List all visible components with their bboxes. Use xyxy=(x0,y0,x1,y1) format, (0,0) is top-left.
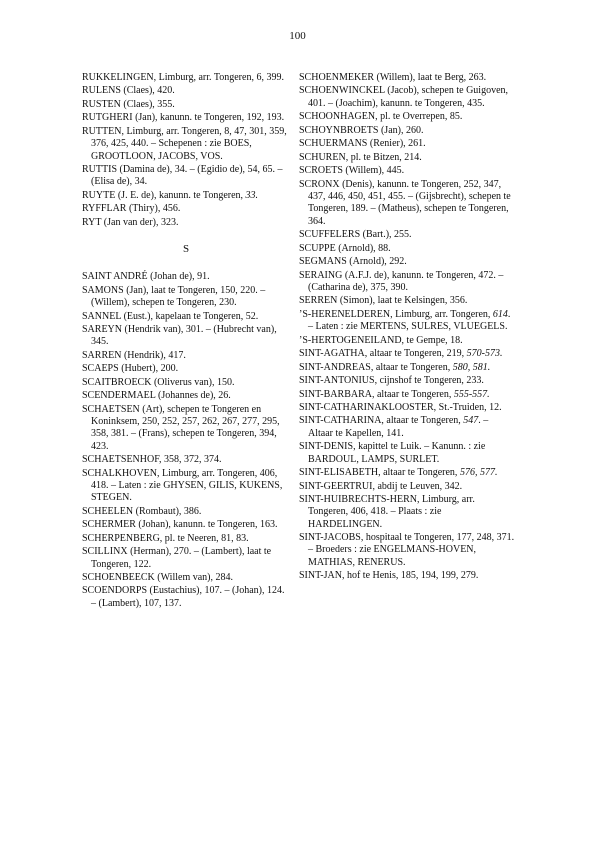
entry-text: (A.F.J. de), kanunn. te Tongeren, 472. – (Catharina de), 375, 390. xyxy=(308,269,504,293)
entry-headword: SCHUERMANS xyxy=(299,138,368,150)
index-entry xyxy=(82,311,290,323)
index-entry xyxy=(82,217,290,229)
index-entry xyxy=(82,533,290,545)
entry-text: (Thiry), 456. xyxy=(126,203,181,215)
index-entry xyxy=(299,362,515,374)
entry-headword: SINT-CATHARINAKLOOSTER xyxy=(299,401,434,413)
entry-headword: SARREN xyxy=(82,349,122,361)
entry-text: , altaar te Tongeren, xyxy=(371,388,454,400)
index-entry xyxy=(299,570,515,582)
entry-italic-ref: 33. xyxy=(245,189,259,201)
index-entry xyxy=(299,494,515,531)
index-entry xyxy=(82,468,290,505)
index-entry xyxy=(82,572,290,584)
entry-text: (Jacob), schepen te Guigoven, 401. – (Joachim), kanunn. te Tongeren, 435. xyxy=(308,85,509,109)
entry-text: , pl. te Bitzen, 214. xyxy=(345,151,422,163)
entry-text: (Johan de), 91. xyxy=(147,271,210,283)
index-entry xyxy=(82,126,290,163)
entry-text: , hospitaal te Tongeren, 177, 248, 371. – Broeders : zie ENGELMANS-HOVEN, MATHIAS, RENERUS. xyxy=(308,532,515,568)
entry-text: (Willem van), 284. xyxy=(154,572,233,583)
index-entry xyxy=(299,295,515,307)
entry-headword: SCAEPS xyxy=(82,363,119,375)
index-entry xyxy=(82,390,290,402)
index-entry xyxy=(299,243,515,255)
index-entry xyxy=(82,203,290,215)
entry-text: (J. E. de), kanunn. te Tongeren, xyxy=(115,189,246,201)
entry-text: (Jan), 260. xyxy=(378,124,424,136)
entry-headword: SCHALKHOVEN xyxy=(82,467,157,479)
index-entry xyxy=(299,481,515,493)
index-column-left xyxy=(82,72,290,611)
entry-headword: SINT-AGATHA xyxy=(299,348,365,360)
entry-headword: RUTTEN xyxy=(82,125,122,137)
entry-headword: SANNEL xyxy=(82,310,122,322)
entry-headword: SINT-GEERTRUI xyxy=(299,480,373,492)
index-entry xyxy=(82,271,290,283)
index-entry xyxy=(299,375,515,387)
index-entry xyxy=(299,402,515,414)
entry-headword: SEGMANS xyxy=(299,256,347,268)
entry-headword: SINT-ANDREAS xyxy=(299,361,371,373)
entry-headword: SINT-JAN xyxy=(299,570,342,582)
entry-italic-ref: 570-573. xyxy=(466,348,503,360)
index-entry xyxy=(299,389,515,401)
entry-headword: SCHOONHAGEN xyxy=(299,111,376,123)
entry-headword: SCENDERMAEL xyxy=(82,390,156,402)
entry-text: (Jan), kanunn. te Tongeren, 192, 193. xyxy=(132,112,285,124)
entry-text: , hof te Henis, 185, 194, 199, 279. xyxy=(341,570,479,582)
entry-headword: SINT-DENIS xyxy=(299,441,354,453)
entry-headword: SINT-BARBARA xyxy=(299,388,372,400)
entry-headword: RYFFLAR xyxy=(82,203,127,215)
index-entry xyxy=(299,85,515,110)
entry-italic-ref: 576, 577. xyxy=(459,467,498,479)
index-entry xyxy=(82,285,290,310)
entry-headword: SCAIТBROECK xyxy=(82,376,152,388)
entry-headword: SAINT ANDRÉ xyxy=(82,271,148,283)
entry-headword: RYT xyxy=(82,216,102,228)
entry-text: , St.-Truiden, 12. xyxy=(433,401,502,413)
entry-text: , kapittel te Luik. – Kanunn. : zie BARDOUL, LAMPS, SURLET. xyxy=(308,441,486,465)
index-entry xyxy=(82,99,290,111)
index-entry xyxy=(299,335,515,347)
index-entry xyxy=(82,377,290,389)
entry-text: , altaar te Tongeren, 219, xyxy=(364,348,467,360)
entry-italic-ref: 614 xyxy=(492,308,508,320)
entry-text: , altaar te Tongeren, xyxy=(381,415,464,427)
entry-italic-ref: 580, 581. xyxy=(452,361,491,373)
entry-headword: SCHAETSEN xyxy=(82,403,140,415)
entry-italic-ref: 547 xyxy=(463,415,479,427)
entry-headword: SCROETS xyxy=(299,165,343,177)
entry-italic-ref: 555-557. xyxy=(453,388,490,400)
entry-text: , pl. te Neeren, 81, 83. xyxy=(159,532,249,544)
entry-headword: SINT-JACOBS xyxy=(299,532,361,544)
index-entry xyxy=(299,256,515,268)
entry-text: (Herman), 270. – (Lambert), laat te Tongeren, 122. xyxy=(91,546,272,570)
entry-headword: SCHOENBEECK xyxy=(82,572,155,583)
entry-headword: SCRONX xyxy=(299,178,340,190)
entry-headword: RUTTIS xyxy=(82,164,117,176)
entry-headword: SINT-CATHARINA xyxy=(299,415,382,427)
entry-headword: SCILLINX xyxy=(82,546,128,558)
entry-headword: SAMONS xyxy=(82,284,124,296)
entry-text: (Arnold), 292. xyxy=(346,256,407,268)
entry-text: (Eustachius), 107. – (Johan), 124. – (Lambert), 107, 137. xyxy=(91,585,285,609)
index-entry xyxy=(299,415,515,440)
index-entry xyxy=(299,270,515,295)
entry-headword: SCUFFELERS xyxy=(299,229,361,241)
entry-headword: SINT-ELISABETH xyxy=(299,467,379,479)
page-number: 100 xyxy=(289,30,306,42)
index-entry xyxy=(82,519,290,531)
index-entry xyxy=(299,111,515,123)
entry-text: (Jan van der), 323. xyxy=(101,216,179,228)
entry-text: (Rombaut), 386. xyxy=(133,505,202,517)
index-entry xyxy=(82,190,290,202)
entry-headword: SCOENDORPS xyxy=(82,585,148,597)
index-entry xyxy=(299,152,515,164)
entry-text: (Willem), laat te Berg, 263. xyxy=(374,72,487,83)
entry-text: (Hendrik van), 301. – (Hubrecht van), 345. xyxy=(91,324,277,348)
entry-text: , abdij te Leuven, 342. xyxy=(372,480,463,492)
entry-headword: SERAING xyxy=(299,269,343,281)
entry-text: , 358, 372, 374. xyxy=(159,454,222,466)
entry-text: , Limburg, arr. Tongeren, 406, 418. – Plaats : zie HARDELINGEN. xyxy=(308,494,475,530)
entry-headword: RUKKELINGEN xyxy=(82,72,154,83)
entry-text: , altaar te Tongeren, xyxy=(370,361,453,373)
index-entry xyxy=(82,585,290,610)
entry-text: (Simon), laat te Kelsingen, 356. xyxy=(337,295,468,307)
entry-headword: SINT-ANTONIUS xyxy=(299,375,375,387)
index-entry xyxy=(82,72,290,84)
entry-text: (Jan), laat te Tongeren, 150, 220. – (Willem), schepen te Tongeren, 230. xyxy=(91,284,266,309)
index-entry xyxy=(299,179,515,228)
index-entry xyxy=(82,506,290,518)
index-entry xyxy=(82,546,290,571)
index-entry xyxy=(299,229,515,241)
entry-headword: RUTGHERI xyxy=(82,112,133,124)
index-column-right xyxy=(299,72,515,584)
entry-text: (Claes), 420. xyxy=(120,85,175,97)
entry-text: (Hendrik), 417. xyxy=(121,349,186,361)
entry-text: , Limburg, arr. Tongeren, 6, 399. xyxy=(153,72,284,83)
entry-headword: SCHAETSENHOF xyxy=(82,454,159,466)
entry-headword: SCHOENWINCKEL xyxy=(299,85,385,97)
index-entry xyxy=(299,165,515,177)
index-entry xyxy=(82,164,290,189)
entry-text-tail: . – Altaar te Kapellen, 141. xyxy=(308,415,489,439)
entry-headword: SCHUREN xyxy=(299,151,346,163)
entry-headword: SERREN xyxy=(299,295,338,307)
entry-headword: SCHEELEN xyxy=(82,505,134,517)
entry-text: (Johan), kanunn. te Tongeren, 163. xyxy=(135,519,278,531)
entry-text: (Johannes de), 26. xyxy=(155,390,231,402)
index-entry xyxy=(82,112,290,124)
index-entry xyxy=(82,454,290,466)
entry-headword: SCHERPENBERG xyxy=(82,532,160,544)
index-entry xyxy=(299,532,515,569)
entry-text-tail: . – Laten : zie MERTENS, SULRES, VLUEGELS. xyxy=(308,308,511,333)
index-entry xyxy=(82,404,290,453)
entry-headword: ’S-HERTOGENEILAND xyxy=(299,334,402,346)
entry-headword: RULENS xyxy=(82,85,121,97)
entry-text: (Eust.), kapelaan te Tongeren, 52. xyxy=(121,310,259,322)
entry-text: (Renier), 261. xyxy=(367,138,426,150)
entry-headword: SCHERMER xyxy=(82,519,136,531)
entry-text: , Limburg, arr. Tongeren, xyxy=(390,308,493,320)
letter-heading: S xyxy=(182,243,190,256)
entry-text: , Limburg, arr. Tongeren, 406, 418. – Laten : zie GHYSEN, GILIS, KUKENS, STEGEN. xyxy=(91,467,283,504)
index-entry xyxy=(82,85,290,97)
entry-text: , cijnshof te Tongeren, 233. xyxy=(374,375,484,387)
entry-headword: ’S-HERENELDEREN xyxy=(299,308,391,320)
index-entry xyxy=(299,441,515,466)
index-entry xyxy=(299,348,515,360)
entry-headword: RUSTEN xyxy=(82,98,121,110)
entry-text: (Hubert), 200. xyxy=(118,363,179,375)
entry-text: , pl. te Overrepen, 85. xyxy=(375,111,463,123)
index-entry xyxy=(299,138,515,150)
entry-text: (Claes), 355. xyxy=(120,98,175,110)
entry-text: (Denis), kanunn. te Tongeren, 252, 347, 437, 446, 450, 451, 455. – (Gijsbrecht), schepen te Tongeren, 189. – (Matheus), schepen te Tongeren, 364. xyxy=(308,178,511,227)
entry-headword: RUYTE xyxy=(82,189,116,201)
entry-headword: SCHOENMEKER xyxy=(299,72,375,83)
entry-headword: SCHOYNBROETS xyxy=(299,124,379,136)
entry-headword: SINT-HUIBRECHTS-HERN xyxy=(299,494,417,505)
index-entry xyxy=(82,324,290,349)
index-entry xyxy=(82,363,290,375)
entry-text: (Bart.), 255. xyxy=(360,229,412,241)
index-entry xyxy=(299,309,515,334)
entry-text: , altaar te Tongeren, xyxy=(378,467,460,479)
entry-headword: SAREYN xyxy=(82,324,123,336)
entry-text: , Limburg, arr. Tongeren, 8, 47, 301, 359, 376, 425, 440. – Schepenen : zie BOES, GROOTLOON, JACOBS, VOS. xyxy=(91,125,287,162)
entry-text: (Willem), 445. xyxy=(342,165,405,177)
entry-text: (Oliverus van), 150. xyxy=(151,376,235,388)
entry-text: (Arnold), 88. xyxy=(335,242,391,254)
entry-text: (Damina de), 34. – (Egidio de), 54, 65. – (Elisa de), 34. xyxy=(91,164,283,188)
index-entry xyxy=(299,467,515,479)
entry-text: (Art), schepen te Tongeren en Koninksem, 250, 252, 257, 262, 267, 277, 295, 358, 381. – (Frans), schepen te Tongeren, 394, 423. xyxy=(91,403,280,452)
index-entry xyxy=(299,125,515,137)
entry-text: , te Gempe, 18. xyxy=(401,334,463,346)
index-entry xyxy=(299,72,515,84)
entry-headword: SCUPPE xyxy=(299,242,336,254)
index-entry xyxy=(82,350,290,362)
